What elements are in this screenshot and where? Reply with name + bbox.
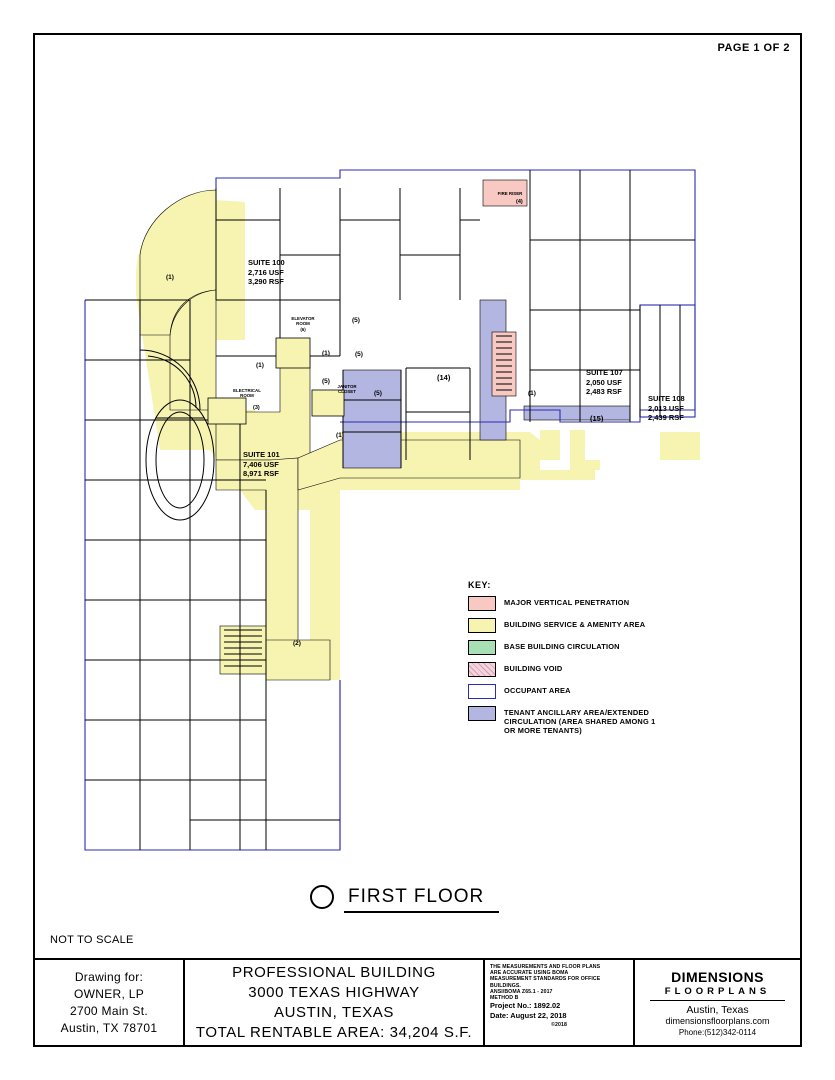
janitor-closet-label: JANITOR CLOSET <box>337 384 357 395</box>
legend-item <box>468 596 668 611</box>
title-block-project <box>185 960 485 1045</box>
suite-108-label: SUITE 108 2,013 USF 2,439 RSF <box>648 394 685 422</box>
legend-swatch-base-building-circulation <box>468 640 496 655</box>
project-address: 3000 TEXAS HIGHWAY <box>248 983 420 1001</box>
suite-100-label: SUITE 100 2,716 USF 3,290 RSF <box>248 258 285 286</box>
owner-address-1: 2700 Main St. <box>70 1003 148 1018</box>
project-name: PROFESSIONAL BUILDING <box>232 963 436 981</box>
project-date: Date: August 22, 2018 <box>490 1010 567 1020</box>
title-block-notes <box>485 960 635 1045</box>
floor-label <box>310 885 484 909</box>
legend-label: BASE BUILDING CIRCULATION <box>504 642 620 651</box>
legend-title: KEY: <box>468 580 491 590</box>
floor-name: FIRST FLOOR <box>348 886 485 907</box>
company-phone: Phone:(512)342-0114 <box>678 1027 757 1037</box>
company-divider <box>650 1000 785 1001</box>
suite-101-label: SUITE 101 7,406 USF 8,971 RSF <box>243 450 280 478</box>
fire-riser-tag: (4) <box>516 199 523 205</box>
project-city: AUSTIN, TEXAS <box>273 1003 395 1021</box>
total-rentable-area: TOTAL RENTABLE AREA: 34,204 S.F. <box>195 1023 473 1041</box>
tag-5b: (5) <box>322 378 330 385</box>
legend-label: OCCUPANT AREA <box>504 686 571 695</box>
copyright: ©2018 <box>551 1022 567 1029</box>
project-number: Project No.: 1892.02 <box>490 1001 561 1011</box>
owner-address-2: Austin, TX 78701 <box>60 1020 158 1035</box>
tag-1d: (1) <box>336 432 344 439</box>
floor-marker-circle <box>310 885 334 909</box>
drawing-for-heading: Drawing for: <box>74 969 144 984</box>
title-block-drawing-for <box>35 960 185 1045</box>
tag-1c: (1) <box>322 350 330 357</box>
company-city: Austin, Texas <box>686 1003 749 1016</box>
tag-5c: (5) <box>374 390 382 397</box>
tag-14: (14) <box>437 373 451 382</box>
floor-underline <box>344 911 499 913</box>
tag-1e: (1) <box>528 390 536 397</box>
legend-label: BUILDING SERVICE & AMENITY AREA <box>504 620 646 629</box>
not-to-scale-note: NOT TO SCALE <box>50 934 134 946</box>
legend-swatch-occupant-area <box>468 684 496 699</box>
note-standard: ANSI/BOMA Z65.1 - 2017 <box>490 988 553 995</box>
company-subtitle: FLOORPLANS <box>664 985 771 997</box>
note-method: METHOD B <box>490 995 519 1002</box>
legend-swatch-major-vertical-penetration <box>468 596 496 611</box>
page-label: PAGE 1 OF 2 <box>717 42 790 54</box>
note-line-2: ARE ACCURATE USING BOMA <box>490 970 569 977</box>
tag-1b: (1) <box>256 362 264 369</box>
legend-swatch-tenant-ancillary <box>468 706 496 721</box>
title-block <box>35 958 800 1045</box>
legend-item <box>468 640 668 655</box>
tag-5a: (5) <box>352 317 360 324</box>
tag-1a: (1) <box>166 274 174 281</box>
fire-riser-label: FIRE RISER <box>497 191 523 196</box>
company-name: DIMENSIONS <box>671 968 764 985</box>
legend-label: TENANT ANCILLARY AREA/EXTENDED CIRCULATION (AREA SHARED AMONG 1 OR MORE TENANTS) <box>504 708 656 735</box>
legend-label: BUILDING VOID <box>504 664 563 673</box>
note-line-3: MEASUREMENT STANDARDS FOR OFFICE <box>490 976 601 983</box>
legend-item <box>468 684 668 699</box>
tag-5d: (5) <box>355 351 363 358</box>
title-block-company <box>635 960 800 1045</box>
electrical-room-tag: (3) <box>253 405 260 411</box>
company-website: dimensionsfloorplans.com <box>665 1015 770 1026</box>
elevator-room-label: ELEVATOR ROOM (6) <box>291 316 315 332</box>
legend-label: MAJOR VERTICAL PENETRATION <box>504 598 630 607</box>
legend-item <box>468 706 668 735</box>
legend-swatch-building-service <box>468 618 496 633</box>
tag-2: (2) <box>293 640 301 647</box>
owner-name: OWNER, LP <box>73 986 145 1001</box>
electrical-room-label: ELECTRICAL ROOM <box>233 388 261 399</box>
note-line-1: THE MEASUREMENTS AND FLOOR PLANS <box>490 964 601 970</box>
legend-item <box>468 662 668 677</box>
suite-107-label: SUITE 107 2,050 USF 2,483 RSF <box>586 368 623 396</box>
tag-15: (15) <box>590 414 604 423</box>
floor-plan-drawing <box>40 160 760 880</box>
legend-swatch-building-void <box>468 662 496 677</box>
note-line-4: BUILDINGS. <box>490 982 521 989</box>
legend-item <box>468 618 668 633</box>
legend <box>468 580 668 742</box>
